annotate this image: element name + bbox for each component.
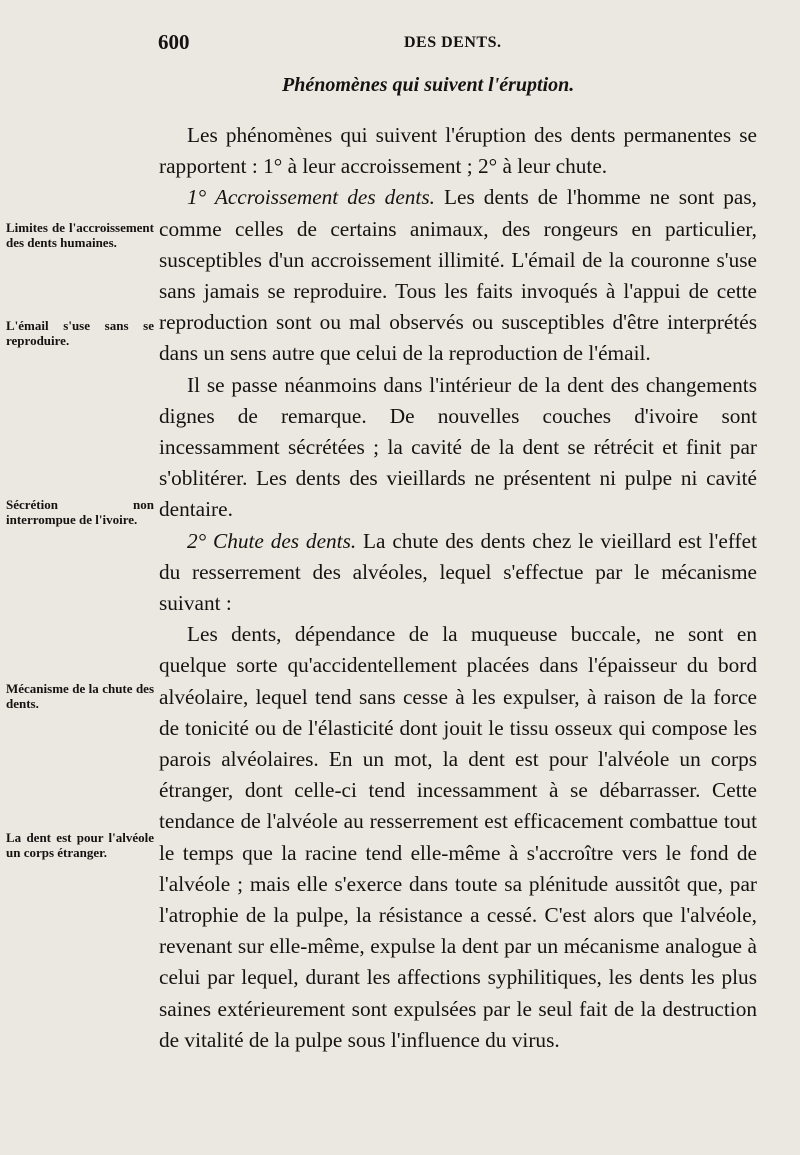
paragraph-growth-text: Les dents de l'homme ne sont pas, comme celles de certains animaux, des rongeurs en particulier, susceptibles d'un accroissement illimité. L'émail de la couronne s'use sans jamais se reproduire. Tous les faits invoqués à l'appui de cette reproduction sont ou mal observés ou susceptibles d'être interprétés dans un sens autre que celui de la reproduction de l'émail. xyxy=(159,185,757,366)
subsection-title-growth: 1° Accroissement des dents. xyxy=(187,185,435,210)
margin-note-enamel: L'émail s'use sans se reproduire. xyxy=(6,318,154,348)
page-header xyxy=(0,30,800,60)
margin-note-limits: Limites de l'accroissement des dents humaines. xyxy=(6,220,154,250)
subsection-title-fall: 2° Chute des dents. xyxy=(187,528,357,553)
paragraph-mechanism: Les dents, dépendance de la muqueuse buccale, ne sont en quelque sorte qu'accidentellement placées dans l'épaisseur du bord alvéolaire, lequel tend sans cesse à les expulser, à raison de la force de tonicité ou de l'élasticité dont jouit le tissu osseux qui compose les parois alvéolaires. En un mot, la dent est pour l'alvéole un corps étranger, dont celle-ci tend incessamment à se débarrasser. Cette tendance de l'alvéole au resserrement est efficacement combattue tout le temps que la racine tend elle-même à s'accroître vers le fond de l'alvéole ; mais elle s'exerce dans toute sa plénitude aussitôt que, par l'atrophie de la pulpe, la résistance a cessé. C'est alors que l'alvéole, revenant sur elle-même, expulse la dent par un mécanisme analogue à celui par lequel, durant les affections syphilitiques, les dents les plus saines extérieurement sont expulsées par le seul fait de la destruction de vitalité de la pulpe sous l'influence du virus. xyxy=(159,622,757,1052)
paragraph-growth xyxy=(159,182,757,369)
running-head: DES DENTS. xyxy=(404,34,502,51)
paragraph-fall xyxy=(159,526,757,620)
page-number: 600 xyxy=(158,30,190,54)
margin-note-ivory: Sécrétion non interrompue de l'ivoire. xyxy=(6,497,154,527)
margin-note-foreign-body: La dent est pour l'alvéole un corps étranger. xyxy=(6,830,154,860)
margin-note-mechanism: Mécanisme de la chute des dents. xyxy=(6,681,154,711)
paragraph-fall-text: La chute des dents chez le vieillard est l'effet du resserrement des alvéoles, lequel s'effectue par le mécanisme suivant : xyxy=(159,528,757,616)
paragraph-intro: Les phénomènes qui suivent l'éruption des dents permanentes se rapportent : 1° à leur accroissement ; 2° à leur chute. xyxy=(159,123,757,179)
body-text xyxy=(159,120,757,1056)
section-title: Phénomènes qui suivent l'éruption. xyxy=(282,74,575,96)
paragraph-changes: Il se passe néanmoins dans l'intérieur de la dent des changements dignes de remarque. De nouvelles couches d'ivoire sont incessamment sécrétées ; la cavité de la dent se rétrécit et finit par s'oblitérer. Les dents des vieillards ne présentent ni pulpe ni cavité dentaire. xyxy=(159,372,757,522)
